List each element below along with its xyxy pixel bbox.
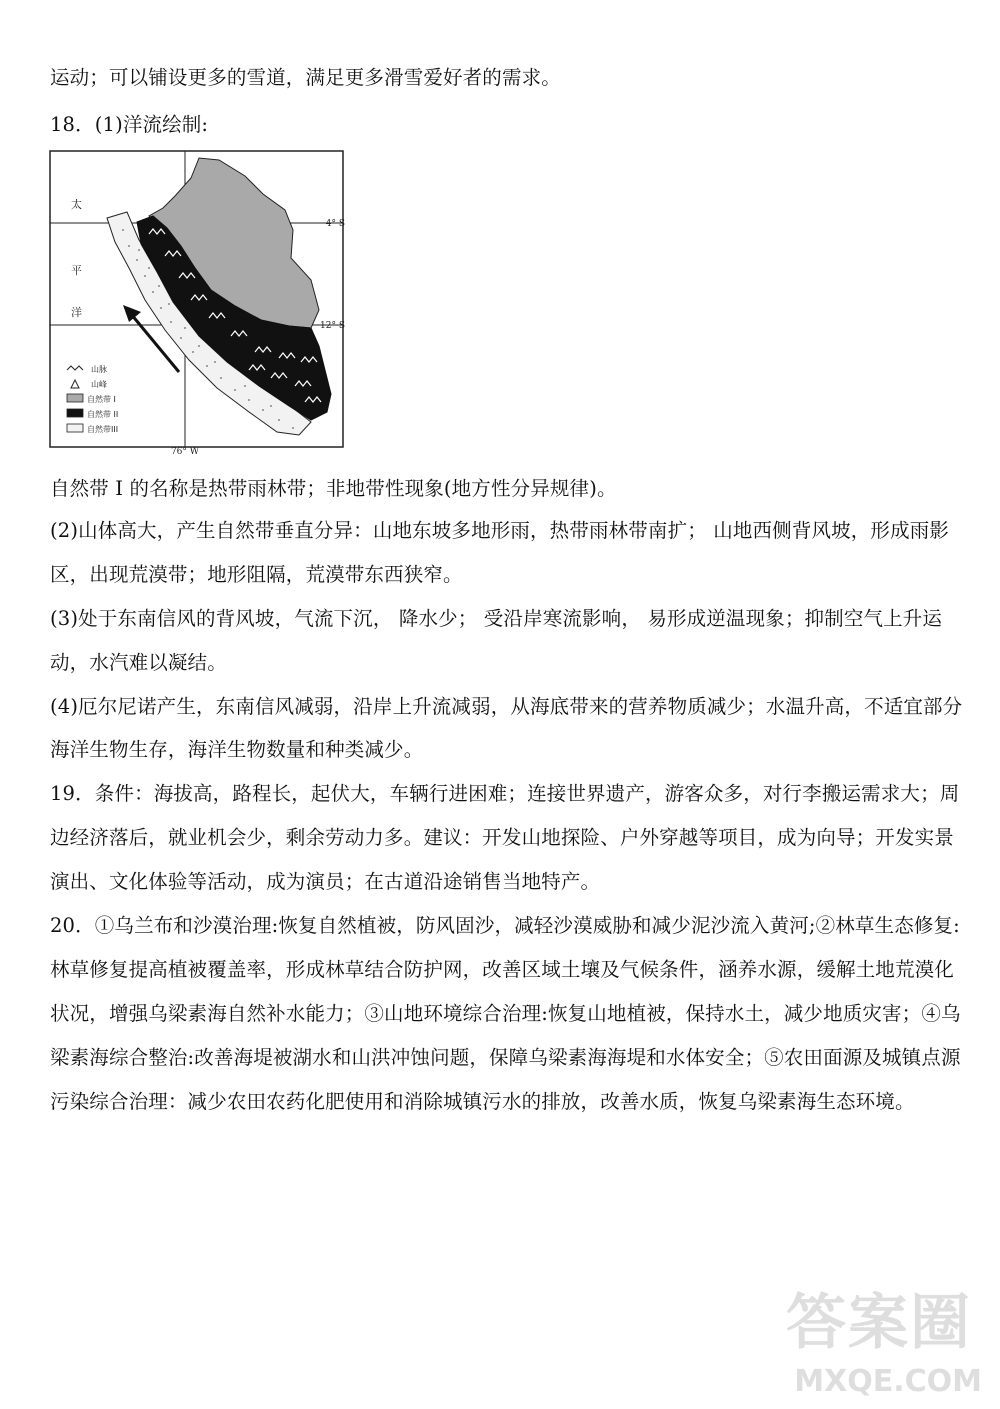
- legend-zone-1-swatch: [67, 394, 83, 402]
- q18-answer-4a: (4)厄尔尼诺产生，东南信风减弱，沿岸上升流减弱，从海底带来的营养物质减少；水温升高，不适宜部分: [50, 695, 963, 718]
- lat-label-4s: 4° S: [325, 219, 345, 229]
- legend-label-zone-1: 自然带 I: [87, 395, 116, 404]
- q18-answer-3a: (3)处于东南信风的背风坡，气流下沉， 降水少； 受沿岸寒流影响， 易形成逆温现象；抑制空气上升运: [50, 607, 943, 630]
- lat-label-12s: 12° S: [320, 321, 345, 331]
- q19-answer-c: 演出、文化体验等活动，成为演员；在古道沿途销售当地特产。: [50, 870, 601, 893]
- ocean-label-char-2: 平: [71, 264, 82, 277]
- q19-answer-b: 边经济落后，就业机会少，剩余劳动力多。建议：开发山地探险、户外穿越等项目，成为向导；开发实景: [50, 826, 954, 849]
- q18-heading: 18．(1)洋流绘制:: [50, 113, 209, 136]
- q20-answer-b: 林草修复提高植被覆盖率，形成林草结合防护网，改善区域土壤及气候条件，涵养水源，缓解土地荒漠化: [50, 958, 954, 981]
- lon-label-76w: 76° W: [170, 447, 200, 457]
- ocean-label-char-3: 洋: [71, 306, 82, 319]
- legend-label-zone-3: 自然带III: [87, 425, 119, 434]
- watermark-url: MXQE.COM: [794, 1364, 982, 1399]
- q18-answer-1: 自然带 I 的名称是热带雨林带；非地带性现象(地方性分异规律)。: [50, 477, 617, 500]
- watermark-logo: 答案圈: [786, 1288, 972, 1358]
- legend-label-mountain-range: 山脉: [91, 365, 107, 374]
- q20-answer-c: 状况，增强乌梁素海自然补水能力；③山地环境综合治理:恢复山地植被，保持水土，减少地质灾害；④乌: [50, 1002, 961, 1025]
- legend-zone-3-swatch: [67, 424, 83, 432]
- q20-answer-a: 20．①乌兰布和沙漠治理:恢复自然植被，防风固沙，减轻沙漠威胁和减少泥沙流入黄河;②林草生态修复:: [50, 914, 960, 937]
- q18-answer-4b: 海洋生物生存，海洋生物数量和种类减少。: [50, 738, 424, 761]
- ocean-label-char-1: 太: [71, 198, 82, 211]
- q20-answer-d: 梁素海综合整治:改善海堤被湖水和山洪冲蚀问题，保障乌梁素海海堤和水体安全；⑤农田面源及城镇点源: [50, 1046, 961, 1069]
- peru-map-svg: [49, 150, 345, 457]
- legend-label-zone-2: 自然带 II: [87, 410, 119, 419]
- q18-answer-3b: 动，水汽难以凝结。: [50, 651, 227, 674]
- q18-answer-2a: (2)山体高大，产生自然带垂直分异：山地东坡多地形雨，热带雨林带南扩； 山地西侧背风坡，形成雨影: [50, 519, 950, 542]
- site-watermark: [782, 1288, 982, 1401]
- q20-answer-e: 污染综合治理：减少农田农药化肥使用和消除城镇污水的排放，改善水质，恢复乌梁素海生态环境。: [50, 1090, 915, 1113]
- q19-answer-a: 19．条件：海拔高，路程长，起伏大，车辆行进困难；连接世界遗产，游客众多，对行李搬运需求大；周: [50, 782, 960, 805]
- legend-label-peak: 山峰: [91, 380, 107, 389]
- legend-zone-2-swatch: [67, 409, 83, 417]
- q18-answer-2b: 区，出现荒漠带；地形阻隔，荒漠带东西狭窄。: [50, 563, 463, 586]
- peru-map-figure: [49, 150, 345, 457]
- text-line-continuation: 运动；可以铺设更多的雪道，满足更多滑雪爱好者的需求。: [50, 66, 561, 89]
